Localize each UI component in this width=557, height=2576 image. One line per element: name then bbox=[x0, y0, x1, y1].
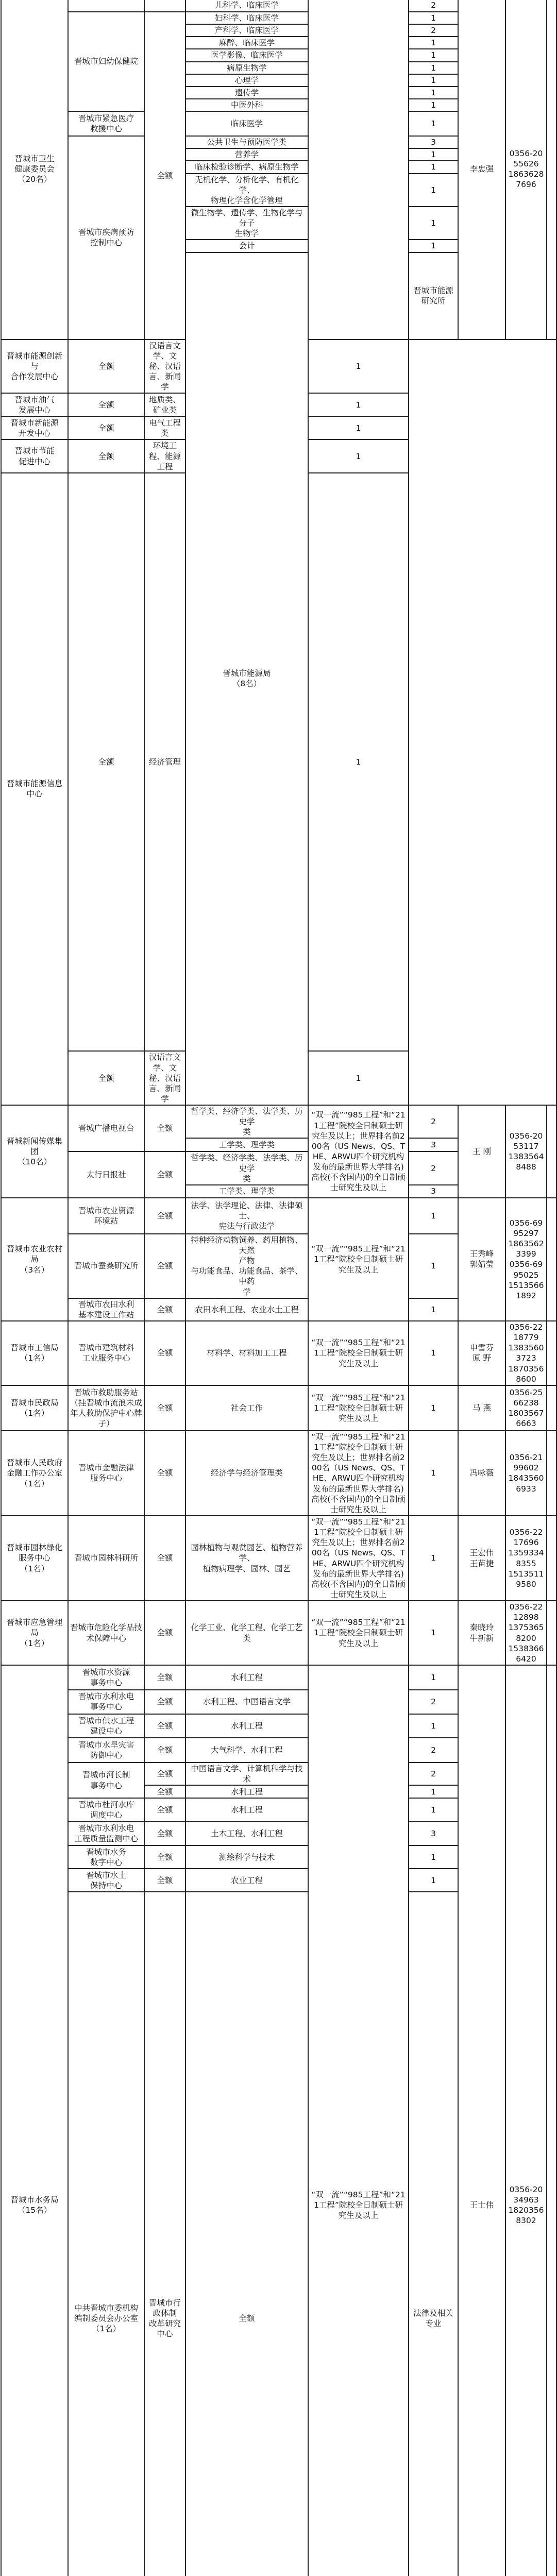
department-cell: 晋城市节能 促进中心 bbox=[1, 439, 68, 472]
funding-cell: 全额 bbox=[185, 1892, 308, 2576]
department-cell: 晋城市紧急医疗 救援中心 bbox=[68, 111, 144, 136]
department-cell: 晋城市水旱灾害 防御中心 bbox=[68, 1738, 144, 1762]
department-cell: 晋城市水资源 事务中心 bbox=[68, 1665, 144, 1690]
funding-cell: 全额 bbox=[144, 1738, 185, 1762]
phone-cell: 0356-2566238 18035676663 bbox=[505, 1385, 547, 1431]
contact-person-cell: 王 刚 bbox=[458, 1105, 505, 1198]
headcount-cell: 3 bbox=[409, 1822, 458, 1845]
unit-cell: 晋城市民政局 （1名） bbox=[1, 1385, 68, 1431]
unit-cell: 晋城市能源局 （8名） bbox=[185, 252, 308, 1106]
table-row bbox=[1, 1105, 556, 1138]
funding-cell: 全额 bbox=[68, 439, 144, 472]
major-cell: 园林植物与观赏园艺、植物营养学、 植物病理学、园林、园艺 bbox=[185, 1516, 308, 1601]
contact-person-cell: 秦晓玲 牛新新 bbox=[458, 1601, 505, 1665]
department-cell: 晋城市妇幼保健院 bbox=[68, 12, 144, 111]
headcount-cell: 1 bbox=[409, 174, 458, 207]
funding-cell: 全额 bbox=[144, 1665, 185, 1690]
funding-cell: 全额 bbox=[144, 1234, 185, 1298]
major-cell: 医学影像、临床医学 bbox=[185, 49, 308, 61]
major-cell: 土木工程、水利工程 bbox=[185, 1822, 308, 1845]
headcount-cell: 1 bbox=[308, 416, 409, 439]
major-cell: 麻醉、临床医学 bbox=[185, 37, 308, 49]
department-cell: 晋城市杜河水库 调度中心 bbox=[68, 1798, 144, 1822]
department-cell: 晋城市园林科研所 bbox=[68, 1516, 144, 1601]
department-cell: 晋城广播电视台 bbox=[68, 1105, 144, 1151]
contact-person-cell: 王士伟 bbox=[458, 1665, 505, 2576]
funding-cell: 全额 bbox=[144, 1798, 185, 1822]
recruitment-positions-table bbox=[1, 0, 557, 2576]
major-cell: 工学类、理学类 bbox=[185, 1185, 308, 1198]
department-cell: 晋城市能源创新与 合作发展中心 bbox=[1, 340, 68, 394]
headcount-cell: 1 bbox=[308, 473, 409, 1052]
major-cell: 会计 bbox=[185, 240, 308, 252]
department-cell: 晋城市农田水利 基本建设工作站 bbox=[68, 1298, 144, 1321]
table-row bbox=[1, 1321, 556, 1385]
major-cell: 中国语言文学、计算机科学与技术 bbox=[185, 1762, 308, 1785]
department-cell: 晋城市供水工程 建设中心 bbox=[68, 1714, 144, 1738]
contact-person-cell: 王宏伟 王苗捷 bbox=[458, 1516, 505, 1601]
major-cell: 产科学、临床医学 bbox=[185, 24, 308, 37]
department-cell: 晋城市危险化学品技 术保障中心 bbox=[68, 1601, 144, 1665]
major-cell: 法学、法学理论、法律、法律硕士、 宪法与行政法学 bbox=[185, 1198, 308, 1234]
phone-cell: 0356-2034963 18203568302 bbox=[505, 1665, 547, 2576]
department-cell: 晋城市能源信息中心 bbox=[1, 473, 68, 1105]
headcount-cell: 1 bbox=[409, 1785, 458, 1798]
funding-cell: 全额 bbox=[144, 1151, 185, 1197]
headcount-cell: 1 bbox=[409, 111, 458, 136]
funding-cell: 全额 bbox=[144, 1785, 185, 1798]
headcount-cell: 1 bbox=[409, 1714, 458, 1738]
unit-cell: 晋城市人民政府 金融工作办公室 （1名） bbox=[1, 1431, 68, 1516]
edge-cell bbox=[547, 1665, 556, 2576]
funding-cell: 全额 bbox=[68, 340, 144, 394]
unit-cell: 晋城市水务局 （15名） bbox=[1, 1665, 68, 2576]
funding-cell: 全额 bbox=[144, 1822, 185, 1845]
major-cell: 测绘科学与技术 bbox=[185, 1845, 308, 1869]
headcount-cell: 1 bbox=[409, 1869, 458, 1892]
department-cell: 晋城市农业资源 环境站 bbox=[68, 1198, 144, 1234]
headcount-cell: 3 bbox=[409, 1138, 458, 1151]
headcount-cell: 1 bbox=[409, 49, 458, 61]
headcount-cell: 1 bbox=[409, 87, 458, 99]
major-cell: 环境工程、能源工程 bbox=[144, 439, 185, 472]
headcount-cell: 1 bbox=[409, 148, 458, 161]
requirement-cell: “双一流”“985工程”和“211工程”院校全日制硕士研究生及以上 bbox=[308, 1198, 409, 1321]
headcount-cell: 1 bbox=[409, 74, 458, 87]
headcount-cell: 1 bbox=[308, 1051, 409, 1105]
headcount-cell: 3 bbox=[409, 1185, 458, 1198]
requirement-cell: “双一流”“985工程”和“211工程”院校全日制硕士研究生及以上；世界排名前200名（US News、QS、THE、ARWU四个研究机构发布的最新世界大学排名)高校(不含国内)的全日制硕士研究生及以上 bbox=[308, 1431, 409, 1516]
phone-cell: 0356-2053117 13835648488 bbox=[505, 1105, 547, 1198]
major-cell: 遗传学 bbox=[185, 87, 308, 99]
edge-cell bbox=[547, 1385, 556, 1431]
department-cell bbox=[68, 0, 144, 12]
major-cell: 水利工程 bbox=[185, 1798, 308, 1822]
unit-cell: 中共晋城市委机构 编制委员会办公室 （1名） bbox=[68, 1892, 144, 2576]
major-cell: 水利工程 bbox=[185, 1714, 308, 1738]
phone-cell: 0356-2218779 13835603723 18703568600 bbox=[505, 1321, 547, 1385]
funding-cell: 全额 bbox=[144, 1601, 185, 1665]
department-cell: 晋城市水务 数字中心 bbox=[68, 1845, 144, 1869]
contact-person-cell: 冯咏薇 bbox=[458, 1431, 505, 1516]
department-cell: 晋城市蚕桑研究所 bbox=[68, 1234, 144, 1298]
headcount-cell: 1 bbox=[409, 1385, 458, 1431]
unit-cell: 晋城市园林绿化 服务中心 （1名） bbox=[1, 1516, 68, 1601]
funding-cell: 全额 bbox=[144, 1516, 185, 1601]
requirement-cell bbox=[308, 0, 409, 340]
edge-cell bbox=[547, 1431, 556, 1516]
department-cell: 太行日报社 bbox=[68, 1151, 144, 1197]
major-cell: 汉语言文学、文秘、汉语言、新闻学 bbox=[144, 340, 185, 394]
department-cell: 晋城市能源研究所 bbox=[409, 252, 458, 340]
headcount-cell: 1 bbox=[308, 393, 409, 416]
department-cell: 晋城市建筑材料 工业服务中心 bbox=[68, 1321, 144, 1385]
headcount-cell: 1 bbox=[409, 1601, 458, 1665]
department-cell: 晋城市水利水电 事务中心 bbox=[68, 1690, 144, 1714]
headcount-cell: 1 bbox=[409, 99, 458, 111]
headcount-cell: 1 bbox=[409, 1198, 458, 1234]
headcount-cell: 1 bbox=[409, 207, 458, 240]
major-cell: 心理学 bbox=[185, 74, 308, 87]
headcount-cell: 1 bbox=[409, 240, 458, 252]
headcount-cell: 1 bbox=[409, 1298, 458, 1321]
funding-cell: 全额 bbox=[68, 393, 144, 416]
funding-cell: 全额 bbox=[144, 1869, 185, 1892]
major-cell: 工学类、理学类 bbox=[185, 1138, 308, 1151]
edge-cell bbox=[547, 1601, 556, 1665]
funding-cell: 全额 bbox=[144, 1762, 185, 1785]
headcount-cell: 2 bbox=[409, 1105, 458, 1138]
major-cell: 公共卫生与预防医学类 bbox=[185, 136, 308, 148]
major-cell: 大气科学、水利工程 bbox=[185, 1738, 308, 1762]
department-cell: 晋城市水利水电 工程质量监测中心 bbox=[68, 1822, 144, 1845]
major-cell: 农业工程 bbox=[185, 1869, 308, 1892]
contact-person-cell: 李忠强 bbox=[458, 0, 505, 340]
funding-cell: 全额 bbox=[144, 1431, 185, 1516]
headcount-cell: 1 bbox=[308, 340, 409, 394]
contact-person-cell: 王秀峰 郭婧莹 bbox=[458, 1198, 505, 1321]
unit-cell: 晋城新闻传媒集团 （10名） bbox=[1, 1105, 68, 1198]
unit-cell: 晋城市卫生 健康委员会 （20名） bbox=[1, 0, 68, 340]
major-cell: 水利工程、中国语言文学 bbox=[185, 1690, 308, 1714]
phone-cell: 0356-2199602 18435606933 bbox=[505, 1431, 547, 1516]
unit-cell: 晋城市工信局 （1名） bbox=[1, 1321, 68, 1385]
headcount-cell: 2 bbox=[409, 1690, 458, 1714]
headcount-cell: 1 bbox=[308, 439, 409, 472]
department-cell: 晋城市救助服务站 （挂晋城市流浪未成 年人救助保护中心牌 子） bbox=[68, 1385, 144, 1431]
edge-cell bbox=[547, 1321, 556, 1385]
table-row bbox=[1, 1385, 556, 1431]
major-cell: 临床检验诊断学、病原生物学 bbox=[185, 161, 308, 173]
department-cell: 晋城市油气 发展中心 bbox=[1, 393, 68, 416]
major-cell: 哲学类、经济学类、法学类、历史学 类 bbox=[185, 1105, 308, 1138]
table-row bbox=[1, 1601, 556, 1665]
major-cell: 法律及相关专业 bbox=[409, 1892, 458, 2576]
department-cell: 晋城市河长制 事务中心 bbox=[68, 1762, 144, 1798]
funding-cell: 全额 bbox=[144, 1298, 185, 1321]
requirement-cell: “双一流”“985工程”和“211工程”院校全日制硕士研究生及以上 bbox=[308, 1665, 409, 2576]
funding-cell: 全额 bbox=[144, 12, 185, 340]
headcount-cell: 1 bbox=[409, 1234, 458, 1298]
funding-cell: 全额 bbox=[144, 1385, 185, 1431]
contact-person-cell: 申雪芬 原 野 bbox=[458, 1321, 505, 1385]
edge-cell bbox=[547, 1105, 556, 1198]
headcount-cell: 1 bbox=[409, 1321, 458, 1385]
headcount-cell: 3 bbox=[409, 136, 458, 148]
requirement-cell: “双一流”“985工程”和“211工程”院校全日制硕士研究生及以上 bbox=[308, 1601, 409, 1665]
funding-cell: 全额 bbox=[68, 473, 144, 1052]
funding-cell: 全额 bbox=[144, 1321, 185, 1385]
requirement-cell: “双一流”“985工程”和“211工程”院校全日制硕士研究生及以上；世界排名前200名（US News、QS、THE、ARWU四个研究机构发布的最新世界大学排名)高校(不含国内)的全日制硕士研究生及以上 bbox=[308, 1105, 409, 1198]
major-cell: 哲学类、经济学类、法学类、历史学 类 bbox=[185, 1151, 308, 1184]
major-cell: 材料学、材料加工工程 bbox=[185, 1321, 308, 1385]
department-cell: 晋城市疾病预防 控制中心 bbox=[68, 136, 144, 340]
headcount-cell: 1 bbox=[409, 1516, 458, 1601]
department-cell: 晋城市行政体制 改革研究中心 bbox=[144, 1892, 185, 2576]
headcount-cell: 2 bbox=[409, 1151, 458, 1184]
edge-cell bbox=[547, 1198, 556, 1321]
headcount-cell: 1 bbox=[409, 62, 458, 74]
edge-cell bbox=[547, 1516, 556, 1601]
headcount-cell: 2 bbox=[409, 1762, 458, 1785]
phone-cell: 0356-2217696 13593348355 15135119580 bbox=[505, 1516, 547, 1601]
department-cell: 晋城市新能源 开发中心 bbox=[1, 416, 68, 439]
table-row bbox=[1, 1665, 556, 1690]
funding-cell: 全额 bbox=[144, 1105, 185, 1151]
headcount-cell: 1 bbox=[409, 161, 458, 173]
major-cell: 汉语言文学、文秘、汉语言、新闻学 bbox=[144, 1051, 185, 1105]
requirement-cell: “双一流”“985工程”和“211工程”院校全日制硕士研究生及以上 bbox=[308, 1385, 409, 1431]
major-cell: 经济管理 bbox=[144, 473, 185, 1052]
headcount-cell: 2 bbox=[409, 0, 458, 12]
headcount-cell: 1 bbox=[409, 1431, 458, 1516]
major-cell: 农田水利工程、农业水土工程 bbox=[185, 1298, 308, 1321]
funding-cell: 全额 bbox=[144, 1690, 185, 1714]
headcount-cell: 1 bbox=[409, 1798, 458, 1822]
major-cell: 特种经济动物饲养、药用植物、天然 产物 与功能食品、功能食品、茶学、中药 学 bbox=[185, 1234, 308, 1298]
major-cell: 电气工程类 bbox=[144, 416, 185, 439]
contact-person-cell: 马 燕 bbox=[458, 1385, 505, 1431]
headcount-cell: 1 bbox=[409, 37, 458, 49]
major-cell: 经济学与经济管理类 bbox=[185, 1431, 308, 1516]
funding-cell bbox=[144, 0, 185, 12]
phone-cell: 0356-2212898 13753658200 15383666420 bbox=[505, 1601, 547, 1665]
major-cell: 社会工作 bbox=[185, 1385, 308, 1431]
department-cell: 晋城市水土 保持中心 bbox=[68, 1869, 144, 1892]
requirement-cell: “双一流”“985工程”和“211工程”院校全日制硕士研究生及以上；世界排名前200名（US News、QS、THE、ARWU四个研究机构发布的最新世界大学排名)高校(不含国内)的全日制硕士研究生及以上 bbox=[308, 1516, 409, 1601]
funding-cell: 全额 bbox=[144, 1845, 185, 1869]
table-row bbox=[1, 1431, 556, 1516]
major-cell: 无机化学、分析化学、有机化学、 物理化学含化学管理 bbox=[185, 174, 308, 207]
major-cell: 水利工程 bbox=[185, 1665, 308, 1690]
unit-cell: 晋城市应急管理局 （1名） bbox=[1, 1601, 68, 1665]
funding-cell: 全额 bbox=[68, 1051, 144, 1105]
edge-cell bbox=[547, 0, 556, 340]
headcount-cell: 2 bbox=[409, 24, 458, 37]
major-cell: 营养学 bbox=[185, 148, 308, 161]
headcount-cell: 1 bbox=[409, 1845, 458, 1869]
major-cell: 地质类、矿业类 bbox=[144, 393, 185, 416]
headcount-cell: 2 bbox=[409, 1738, 458, 1762]
table-row bbox=[1, 1198, 556, 1234]
major-cell: 儿科学、临床医学 bbox=[185, 0, 308, 12]
major-cell: 中医外科 bbox=[185, 99, 308, 111]
headcount-cell: 1 bbox=[409, 12, 458, 24]
funding-cell: 全额 bbox=[144, 1714, 185, 1738]
phone-cell: 0356-2055626 18636287696 bbox=[505, 0, 547, 340]
department-cell: 晋城市金融法律 服务中心 bbox=[68, 1431, 144, 1516]
major-cell: 微生物学、遗传学、生物化学与分子 生物学 bbox=[185, 207, 308, 240]
major-cell: 临床医学 bbox=[185, 111, 308, 136]
table-row bbox=[1, 1516, 556, 1601]
major-cell: 妇科学、临床医学 bbox=[185, 12, 308, 24]
headcount-cell: 1 bbox=[409, 1665, 458, 1690]
major-cell: 水利工程 bbox=[185, 1785, 308, 1798]
requirement-cell: “双一流”“985工程”和“211工程”院校全日制硕士研究生及以上 bbox=[308, 1321, 409, 1385]
funding-cell: 全额 bbox=[144, 1198, 185, 1234]
major-cell: 化学工业、化学工程、化学工艺类 bbox=[185, 1601, 308, 1665]
phone-cell: 0356-6995297 18635623399 0356-6995025 15135661892 bbox=[505, 1198, 547, 1321]
table-row bbox=[1, 0, 556, 12]
unit-cell: 晋城市农业农村局 （3名） bbox=[1, 1198, 68, 1321]
funding-cell: 全额 bbox=[68, 416, 144, 439]
major-cell: 病原生物学 bbox=[185, 62, 308, 74]
